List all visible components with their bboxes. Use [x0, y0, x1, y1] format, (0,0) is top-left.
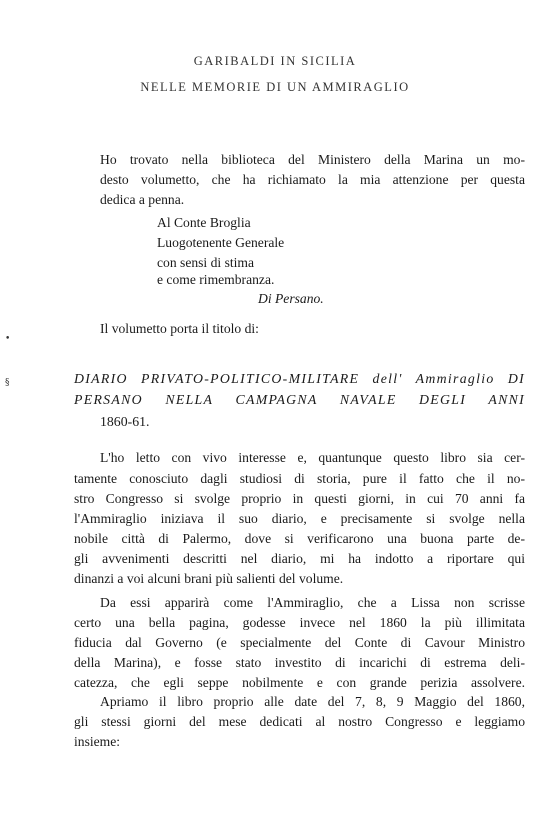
chapter-heading: NELLE MEMORIE DI UN AMMIRAGLIO: [140, 80, 410, 94]
dedication-line: Luogotenente Generale: [157, 235, 285, 250]
dedication-line: e come rimembranza.: [157, 272, 275, 287]
body-line: certo una bella pagina, godesse invece nel 1860 la più illimitata: [74, 615, 525, 630]
body-line: fiducia dal Governo (e specialmente del Conte di Cavour Ministro: [74, 635, 525, 650]
dedication-line: con sensi di stima: [157, 255, 255, 270]
running-header: GARIBALDI IN SICILIA: [193, 54, 357, 68]
dedication-signature: Di Persano.: [258, 291, 324, 306]
body-line: nobile città di Palermo, dove si verificarono una buona parte de-: [74, 531, 525, 546]
intro-line: desto volumetto, che ha richiamato la mia attenzione per questa: [100, 172, 525, 187]
body-line: della Marina), e fosse stato investito di incarichi di estrema deli-: [74, 655, 525, 670]
dedication-line: Al Conte Broglia: [157, 215, 251, 230]
margin-mark: •: [5, 334, 11, 344]
body-line: dinanzi a voi alcuni brani più salienti del volume.: [74, 571, 344, 586]
body-line: l'Ammiraglio iniziava il suo diario, e precisamente si svolge nella: [74, 511, 525, 526]
body-line: stro Congresso si svolge proprio in questi giorni, in cui 70 anni fa: [74, 491, 525, 506]
book-title-line: DIARIO PRIVATO-POLITICO-MILITARE dell' Ammiraglio DI: [74, 371, 525, 386]
body-line: Da essi apparirà come l'Ammiraglio, che a Lissa non scrisse: [100, 595, 525, 610]
book-title-line: PERSANO NELLA CAMPAGNA NAVALE DEGLI ANNI: [74, 392, 525, 407]
book-title-line: 1860-61.: [100, 414, 150, 429]
body-line: insieme:: [74, 734, 121, 749]
title-intro: Il volumetto porta il titolo di:: [100, 321, 259, 336]
body-line: L'ho letto con vivo interesse e, quantunque questo libro sia cer-: [100, 450, 525, 465]
body-line: Apriamo il libro proprio alle date del 7, 8, 9 Maggio del 1860,: [100, 694, 525, 709]
body-line: gli avvenimenti descritti nel diario, mi ha indotto a riportare qui: [74, 551, 525, 566]
intro-line: Ho trovato nella biblioteca del Ministero della Marina un mo-: [100, 152, 525, 167]
body-line: tamente conosciuto dagli studiosi di storia, pure il fatto che il no-: [74, 471, 525, 486]
body-line: gli stessi giorni del mese dedicati al nostro Congresso e leggiamo: [74, 714, 525, 729]
body-line: catezza, che egli seppe nobilmente e con grande perizia assolvere.: [74, 675, 525, 690]
margin-mark: §: [5, 378, 10, 388]
intro-line: dedica a penna.: [100, 192, 185, 207]
